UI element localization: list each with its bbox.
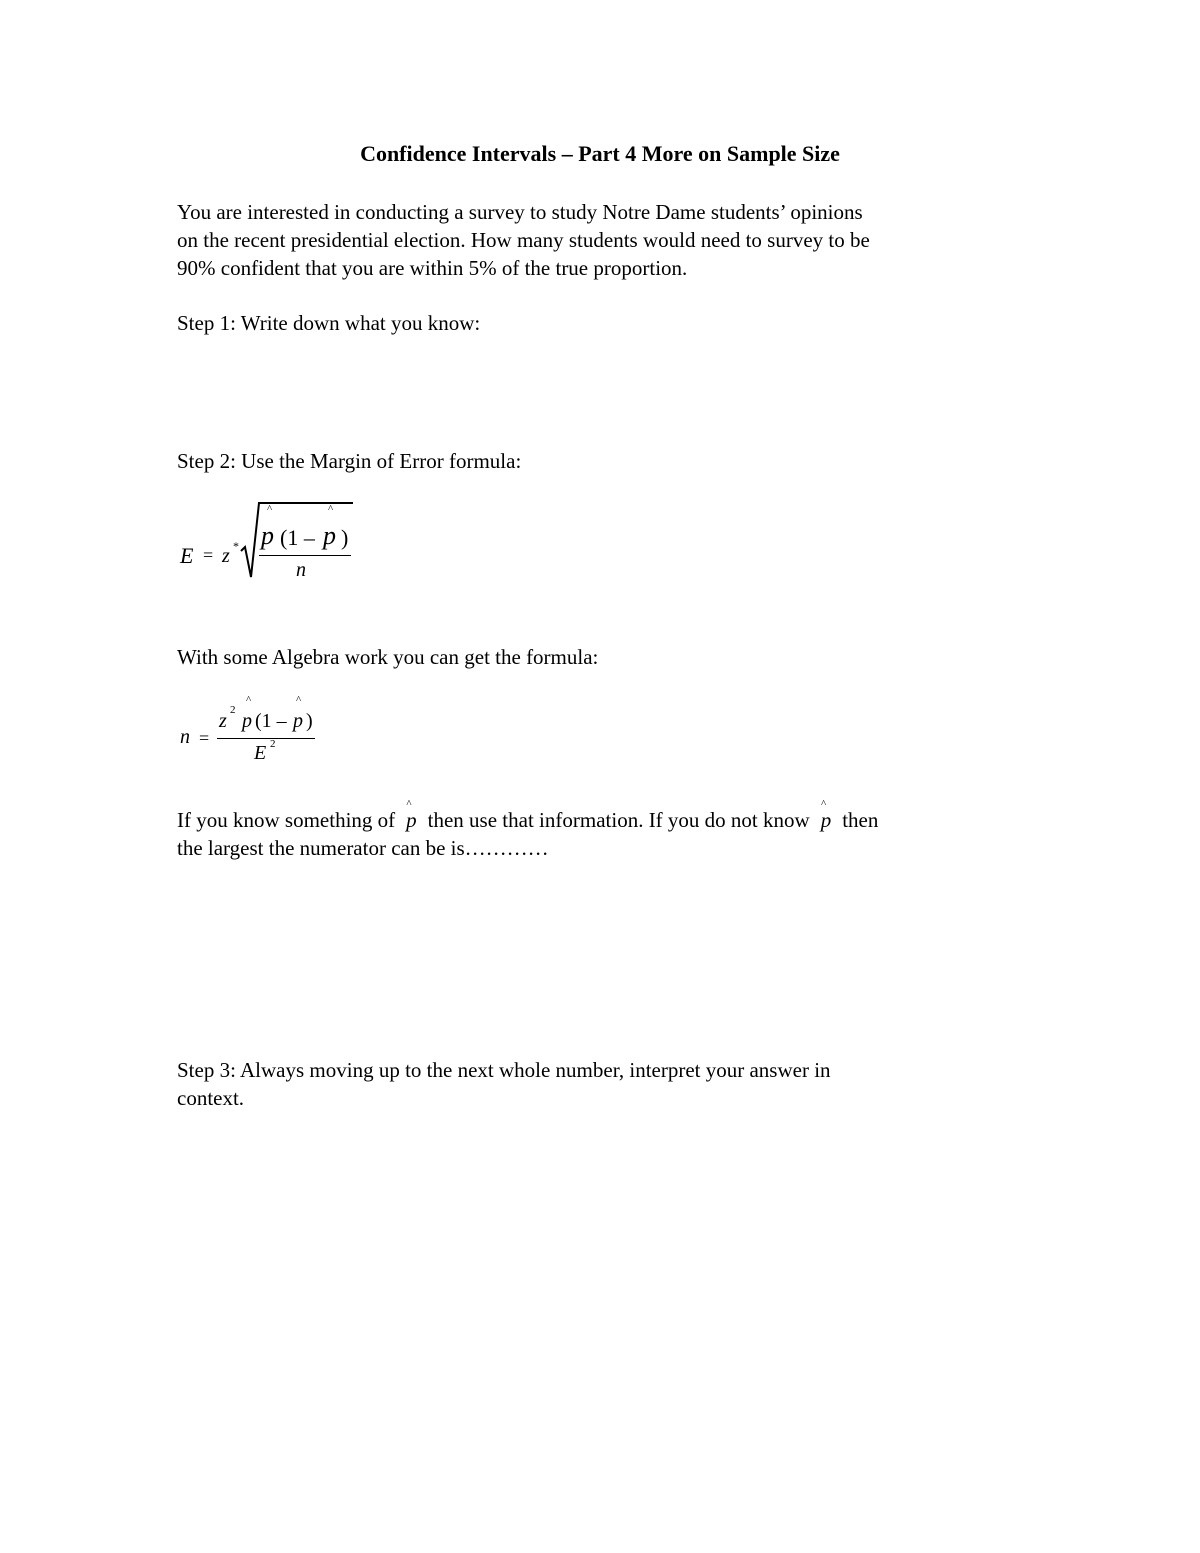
fraction-bar-n bbox=[217, 738, 315, 739]
hat-3: ^ bbox=[246, 694, 252, 706]
step-3-line-1: Step 3: Always moving up to the next whole number, interpret your answer in bbox=[177, 1058, 831, 1082]
formula-n: n bbox=[180, 726, 190, 748]
p-hat-text-part2: then use that information. If you do not know bbox=[427, 808, 810, 832]
page-title: Confidence Intervals – Part 4 More on Sample Size bbox=[360, 141, 840, 166]
p-hat-text-part3: then bbox=[842, 808, 879, 832]
sample-size-formula bbox=[177, 690, 337, 770]
p-hat-text-part1: If you know something of bbox=[177, 808, 396, 832]
p-hat-symbol-a bbox=[400, 798, 422, 834]
numerator-p1: p bbox=[261, 521, 274, 550]
margin-of-error-formula bbox=[177, 495, 377, 590]
p-hat-a: p bbox=[406, 808, 417, 832]
step-1-heading: Step 1: Write down what you know: bbox=[177, 311, 481, 335]
formula-n-p2: p bbox=[293, 710, 303, 732]
p-hat-b: p bbox=[820, 808, 832, 832]
formula-z: z bbox=[222, 545, 230, 567]
p-hat-line-2: the largest the numerator can be is………… bbox=[177, 836, 549, 860]
numerator-paren1: (1 – bbox=[280, 525, 315, 550]
formula-n-den-exponent: 2 bbox=[270, 738, 276, 750]
algebra-text: With some Algebra work you can get the formula: bbox=[177, 645, 599, 669]
intro-line-3: 90% confident that you are within 5% of the true proportion. bbox=[177, 256, 688, 280]
numerator-p2: p bbox=[323, 521, 336, 550]
hat-4: ^ bbox=[296, 694, 302, 706]
denominator-n: n bbox=[296, 559, 306, 581]
hat-2: ^ bbox=[328, 503, 334, 515]
formula-n-p1: p bbox=[242, 710, 252, 732]
intro-line-1: You are interested in conducting a survey to study Notre Dame students’ opinions bbox=[177, 200, 863, 224]
step-3-line-2: context. bbox=[177, 1086, 245, 1110]
hat-6: ^ bbox=[820, 798, 827, 810]
formula-star: * bbox=[233, 539, 239, 553]
p-hat-symbol-b bbox=[815, 798, 837, 834]
intro-line-2: on the recent presidential election. How many students would need to survey to be bbox=[177, 228, 870, 252]
formula-n-paren1: (1 – bbox=[255, 710, 287, 732]
formula-n-equals: = bbox=[199, 728, 210, 748]
fraction-bar bbox=[259, 555, 351, 556]
formula-n-paren2: ) bbox=[306, 710, 313, 732]
formula-n-z: z bbox=[219, 710, 227, 732]
formula-e: E bbox=[180, 543, 194, 568]
numerator-paren2: ) bbox=[341, 525, 349, 550]
p-hat-line-1 bbox=[177, 798, 879, 834]
step-2-heading: Step 2: Use the Margin of Error formula: bbox=[177, 449, 522, 473]
formula-n-z-exponent: 2 bbox=[230, 704, 236, 716]
formula-n-den-e: E bbox=[254, 742, 267, 764]
formula-equals: = bbox=[203, 545, 214, 565]
hat-1: ^ bbox=[267, 503, 273, 515]
hat-5: ^ bbox=[406, 798, 412, 810]
